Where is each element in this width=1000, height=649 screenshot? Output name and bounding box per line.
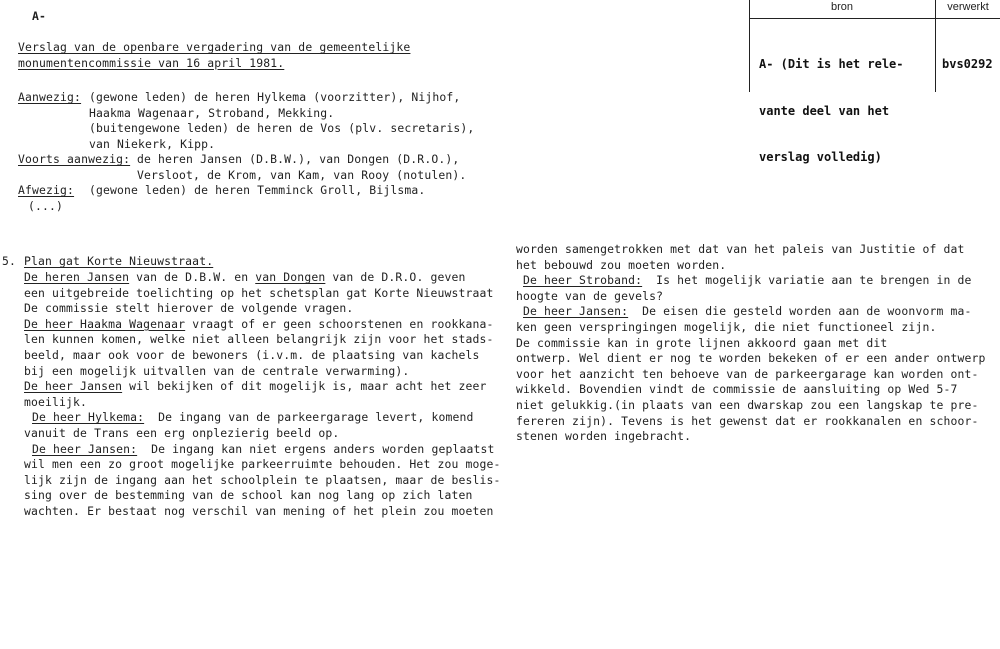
paragraph-line: wachten. Er bestaat nog verschil van mening of het plein zou moeten (24, 503, 494, 518)
paragraph-line: De heer Stroband: Is het mogelijk variatie aan te brengen in de (523, 273, 972, 288)
present-line: (buitengewone leden) de heren de Vos (plv. secretaris), (89, 121, 475, 136)
table-header-rule (749, 18, 1000, 19)
present-line: (gewone leden) de heren Hylkema (voorzitter), Nijhof, (89, 90, 461, 104)
paragraph-line: stenen worden ingebracht. (516, 429, 692, 444)
paragraph-line: hoogte van de gevels? (516, 288, 664, 303)
left-column (24, 270, 501, 520)
archive-table (749, 0, 1000, 164)
speaker: van Dongen (255, 270, 326, 284)
speaker: De heer Hylkema: (32, 410, 145, 425)
table-divider (935, 0, 936, 92)
header-bron: bron (830, 1, 854, 13)
bron-line: verslag volledig) (759, 150, 882, 164)
paragraph-line: wil men een zo groot mogelijke parkeerruimte behouden. Het zou moge- (24, 457, 501, 472)
paragraph-line: De heer Jansen: De ingang kan niet ergens anders worden geplaatst (32, 441, 495, 456)
paragraph-line: De heer Jansen wil bekijken of dit mogelijk is, maar acht het zeer (24, 379, 487, 394)
paragraph-line: het bebouwd zou moeten worden. (516, 257, 727, 272)
paragraph-line: beeld, maar ook voor de bewoners (i.v.m. de plaatsing van kachels (24, 347, 480, 362)
speaker: De heer Stroband: (523, 273, 643, 288)
right-column (516, 242, 986, 445)
paragraph-line: worden samengetrokken met dat van het paleis van Justitie of dat (516, 242, 965, 256)
speaker: De heren Jansen (24, 270, 130, 284)
also-present-list (137, 152, 466, 183)
speaker: De heer Haakma Wagenaar (24, 316, 186, 331)
present-line: Haakma Wagenaar, Stroband, Mekking. (89, 105, 335, 120)
also-present-line: Versloot, de Krom, van Kam, van Rooy (notulen). (137, 167, 467, 182)
paragraph-line: De heren Jansen van de D.B.W. en van Dongen van de D.R.O. geven (24, 270, 466, 284)
paragraph-line: ontwerp. Wel dient er nog te worden bekeken of er een ander ontwerp (516, 351, 986, 366)
item-number: 5. (2, 254, 17, 268)
bron-cell (759, 26, 904, 197)
paragraph-line: De heer Haakma Wagenaar vraagt of er geen schoorstenen en rookkana- (24, 316, 494, 331)
item-title: Plan gat Korte Nieuwstraat. (24, 254, 214, 268)
table-border-left (749, 0, 750, 92)
paragraph-line: wikkeld. Bovendien vindt de commissie de aansluiting op Wed 5-7 (516, 382, 958, 397)
absent-label: Afwezig: (18, 183, 75, 197)
title-line: monumentencommissie van 16 april 1981. (18, 55, 285, 70)
paragraph-line: bij een mogelijk uitvallen van de centrale verwarming). (24, 363, 410, 378)
ellipsis: (...) (28, 199, 64, 213)
speaker: De heer Jansen: (523, 304, 629, 319)
paragraph-line: De heer Jansen: De eisen die gesteld worden aan de woonvorm ma- (523, 304, 972, 319)
bron-line: A- (Dit is het rele- (759, 57, 904, 71)
paragraph-line: sing over de bestemming van de school kan nog lang op zich laten (24, 488, 473, 503)
paragraph-line: niet gelukkig.(in plaats van een dwarskap zou een langskap te pre- (516, 397, 979, 412)
title-line: Verslag van de openbare vergadering van de gemeentelijke (18, 40, 411, 54)
present-line: van Niekerk, Kipp. (89, 136, 216, 151)
speaker: De heer Jansen (24, 379, 123, 394)
paragraph-line: ken geen verspringingen mogelijk, die niet functioneel zijn. (516, 319, 937, 334)
absent-line: (gewone leden) de heren Temminck Groll, Bijlsma. (89, 183, 426, 197)
document-title (18, 40, 410, 71)
header-verwerkt: verwerkt (947, 1, 989, 13)
speaker: De heer Jansen: (32, 441, 138, 456)
paragraph-line: fereren zijn). Tevens is het gewenst dat er rookkanalen en schoor- (516, 413, 979, 428)
paragraph-line: vanuit de Trans een erg onplezierig beeld op. (24, 425, 340, 440)
verwerkt-cell: bvs0292 (942, 57, 993, 71)
paragraph-line: een uitgebreide toelichting op het schetsplan gat Korte Nieuwstraat (24, 285, 494, 300)
also-present-label: Voorts aanwezig: (18, 152, 131, 166)
also-present-line: de heren Jansen (D.B.W.), van Dongen (D.R.O.), (137, 152, 460, 166)
paragraph-line: len kunnen komen, welke niet alleen belangrijk zijn voor het stads- (24, 332, 494, 347)
paragraph-line: voor het aanzicht ten behoeve van de parkeergarage kan worden ont- (516, 366, 979, 381)
paragraph-line: De heer Hylkema: De ingang van de parkeergarage levert, komend (32, 410, 474, 425)
paragraph-line: lijk zijn de ingang aan het schoolplein te plaatsen, maar de beslis- (24, 472, 501, 487)
present-list (89, 90, 474, 152)
paragraph-line: moeilijk. (24, 394, 88, 409)
paragraph-line: De commissie stelt hierover de volgende vragen. (24, 301, 354, 316)
bron-line: vante deel van het (759, 103, 890, 118)
present-label: Aanwezig: (18, 90, 82, 104)
paragraph-line: De commissie kan in grote lijnen akkoord gaan met dit (516, 335, 888, 350)
document-marker: A- (32, 9, 47, 23)
